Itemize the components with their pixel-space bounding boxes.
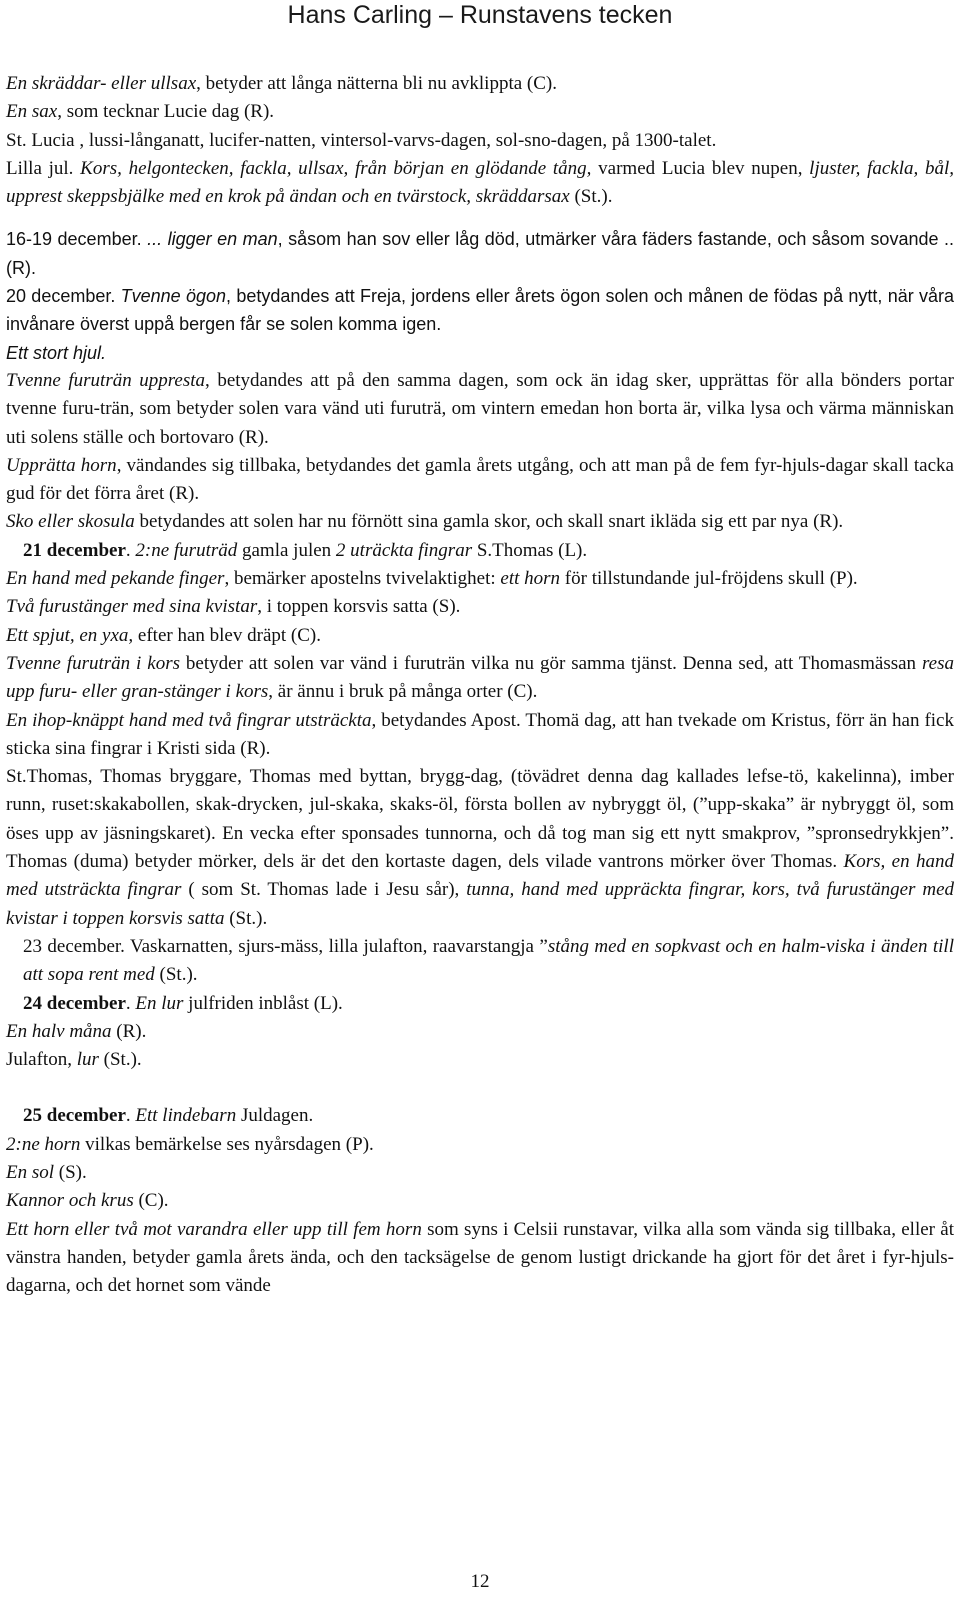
text-run: , såsom han sov eller låg död, utmärker våra fäders fastande, och såsom sovande .. (R). bbox=[6, 229, 954, 278]
text-run: , som tecknar Lucie dag (R). bbox=[57, 101, 275, 123]
text-run: , betyder att långa nätterna bli nu avklippta (C). bbox=[196, 73, 558, 94]
paragraph-st-thomas bbox=[6, 763, 954, 933]
italic-phrase: resa upp furu- eller gran-stänger i kors bbox=[6, 652, 954, 703]
paragraph-16-19-december bbox=[6, 225, 954, 282]
italic-phrase: Upprätta horn bbox=[6, 454, 117, 476]
italic-phrase: 2:ne furuträd bbox=[135, 539, 238, 561]
text-run: (R). bbox=[111, 1020, 147, 1042]
paragraph-stort-hjul bbox=[6, 339, 954, 367]
italic-phrase: Kors, helgontecken, fackla, ullsax, från början en glödande tång, bbox=[80, 157, 592, 179]
spacer bbox=[6, 211, 954, 225]
italic-phrase: En lur bbox=[135, 992, 184, 1014]
paragraph-kannor bbox=[6, 1187, 954, 1215]
text-run: (St.). bbox=[224, 907, 268, 929]
page-number: 12 bbox=[470, 1571, 490, 1592]
text-run: , vändandes sig tillbaka, betydandes det gamla årets utgång, och att man på de fem fyr-hjuls-dagar skall tacka gud för det förra året (R). bbox=[6, 454, 954, 505]
text-run: 16-19 december. bbox=[6, 229, 148, 250]
date-heading: 21 december bbox=[23, 539, 126, 561]
paragraph-25-december bbox=[6, 1102, 954, 1130]
text-run: varmed Lucia blev nupen, bbox=[591, 157, 810, 179]
text-run: julfriden inblåst (L). bbox=[183, 992, 343, 1014]
paragraph-sax bbox=[6, 98, 954, 126]
date-heading: 24 december bbox=[23, 992, 126, 1014]
text-run: . bbox=[125, 539, 136, 561]
paragraph-2ne-horn bbox=[6, 1131, 954, 1159]
paragraph-24-december bbox=[6, 990, 954, 1018]
text-run: . bbox=[125, 992, 136, 1014]
italic-phrase: En skräddar- eller ullsax bbox=[6, 73, 197, 94]
spacer bbox=[6, 1074, 954, 1102]
paragraph-upprata-horn bbox=[6, 452, 954, 509]
text-run: , i toppen korsvis satta (S). bbox=[257, 596, 461, 618]
text-run: , bemärker apostelns tvivelaktighet: bbox=[224, 568, 501, 590]
text-run: , är ännu i bruk på många orter (C). bbox=[268, 681, 538, 703]
italic-phrase: lur bbox=[76, 1049, 99, 1071]
paragraph-furutran-uppresta bbox=[6, 367, 954, 452]
text-run: (St.). bbox=[569, 186, 613, 208]
italic-phrase: Ett stort hjul. bbox=[6, 342, 107, 363]
paragraph-halv-mana bbox=[6, 1018, 954, 1046]
text-run: , betydandes att på den samma dagen, som ock än idag sker, upprättas för alla bönders portar tvenne furu-trän, som betyder solen vara vänd uti furuträ, om vintern emedan hon borta är, vilka lysa och värma människan uti solens ställe och bortovaro (R). bbox=[6, 369, 954, 448]
text-run: S.Thomas (L). bbox=[472, 539, 588, 561]
paragraph-sko bbox=[6, 508, 954, 536]
italic-phrase: 2 uträckta fingrar bbox=[335, 539, 473, 561]
text-run: efter han blev dräpt (C). bbox=[133, 624, 321, 646]
date-heading: 25 december bbox=[23, 1105, 126, 1127]
paragraph-lilla-jul bbox=[6, 155, 954, 212]
paragraph-pekande-finger bbox=[6, 565, 954, 593]
italic-phrase: Sko eller skosula bbox=[6, 511, 135, 533]
text-run: 20 december. bbox=[6, 286, 121, 307]
text-run: betydandes att solen har nu förnött sina gamla skor, och skall snart ikläda sig ett par nya (R). bbox=[134, 511, 844, 533]
italic-phrase: ljuster, fackla, bål, upprest skeppsbjälke med en krok på ändan och en tvärstock, skräddarsax bbox=[6, 157, 955, 208]
paragraph-skraddarsax bbox=[6, 70, 954, 98]
italic-phrase: Tvenne ögon bbox=[120, 286, 227, 307]
text-run: ( som St. Thomas lade i Jesu sår), bbox=[181, 879, 467, 901]
document-body bbox=[6, 70, 954, 1300]
italic-phrase: ett horn bbox=[500, 568, 561, 590]
paragraph-en-sol bbox=[6, 1159, 954, 1187]
text-run: (S). bbox=[54, 1161, 87, 1183]
italic-phrase: tunna, hand med uppräckta fingrar, kors, två furustänger med kvistar i toppen korsvis satta bbox=[6, 879, 955, 929]
paragraph-20-december bbox=[6, 282, 954, 339]
italic-phrase: Tvenne furuträn i kors bbox=[6, 652, 180, 674]
italic-phrase: ... ligger en man bbox=[147, 229, 278, 250]
text-run: (St.). bbox=[154, 964, 198, 986]
text-run: Julafton, bbox=[6, 1049, 77, 1071]
paragraph-furutran-i-kors bbox=[6, 650, 954, 707]
paragraph-furustanger bbox=[6, 593, 954, 621]
paragraph-julafton bbox=[6, 1046, 954, 1074]
text-run: Juldagen. bbox=[236, 1105, 314, 1127]
text-run: som syns i Celsii runstavar, vilka alla som vända sig tillbaka, eller åt vänstra handen, betyder gamla årets ända, och den tacksägelse de genom lustigt drickande ha gjort för det året i fyr-hjuls-dagarna, och det hornet som vände bbox=[6, 1218, 954, 1297]
italic-phrase: Kors, en hand med utsträckta fingrar bbox=[6, 851, 954, 901]
paragraph-spjut bbox=[6, 622, 954, 650]
italic-phrase: Tvenne furuträn uppresta bbox=[6, 369, 206, 391]
paragraph-23-december bbox=[6, 933, 954, 990]
italic-phrase: En halv måna bbox=[6, 1020, 112, 1042]
italic-phrase: En sax bbox=[6, 101, 58, 123]
italic-phrase: Ett spjut, en yxa, bbox=[6, 624, 134, 646]
paragraph-ett-horn bbox=[6, 1216, 954, 1301]
page-header: Hans Carling – Runstavens tecken bbox=[287, 1, 673, 29]
paragraph-21-december bbox=[6, 537, 954, 565]
text-run: , betydandes att Freja, jordens eller årets ögon solen och månen de födas på nytt, när våra invånare överst uppå bergen får se solen komma igen. bbox=[6, 286, 955, 335]
text-run: (C). bbox=[133, 1190, 169, 1212]
text-run: St.Thomas, Thomas bryggare, Thomas med byttan, brygg-dag, (tövädret denna dag kallades lefse-tö, kakelinna), imber runn, ruset:skakabollen, skak-drycken, jul-skaka, skaks-öl, första bollen av nybryggt öl, (”upp-skaka” är nybryggt öl, som öses upp av jäsningskaret). En vecka efter sponsades tunnorna, och då tog man sig ett nytt smakprov, ”spronsedrykkjen”. Thomas (duma) betyder mörker, dels är det den kortaste dagen, dels vilade vantrons mörker över Thomas. bbox=[6, 766, 954, 873]
text-run: 23 december. Vaskarnatten, sjurs-mäss, lilla julafton, raavarstangja ” bbox=[23, 935, 548, 957]
italic-phrase: Ett horn eller två mot varandra eller upp till fem horn bbox=[6, 1218, 422, 1240]
paragraph-ihopknappt-hand bbox=[6, 707, 954, 764]
paragraph-st-lucia: St. Lucia , lussi-långanatt, lucifer-natten, vintersol-varvs-dagen, sol-sno-dagen, på 1300-talet. bbox=[6, 129, 717, 151]
text-run: betyder att solen var vänd i furuträn vilka nu gör samma tjänst. Denna sed, att Thomasmässan bbox=[180, 652, 922, 674]
italic-phrase: Kannor och krus bbox=[6, 1190, 134, 1212]
italic-phrase: stång med en sopkvast och en halm-viska i änden till att sopa rent med bbox=[23, 935, 954, 986]
italic-phrase: En ihop-knäppt hand med två fingrar utsträckta bbox=[6, 709, 372, 731]
italic-phrase: Två furustänger med sina kvistar bbox=[6, 596, 258, 618]
text-run: Lilla jul. bbox=[6, 157, 81, 179]
text-run: gamla julen bbox=[237, 539, 336, 561]
text-run: , betydandes Apost. Thomä dag, att han tvekade om Kristus, förr än han fick sticka sina fingrar i Kristi sida (R). bbox=[6, 709, 954, 759]
italic-phrase: En sol bbox=[6, 1161, 55, 1183]
text-run: . bbox=[125, 1105, 136, 1127]
italic-phrase: Ett lindebarn bbox=[135, 1105, 237, 1127]
italic-phrase: En hand med pekande finger bbox=[6, 568, 225, 590]
italic-phrase: 2:ne horn bbox=[6, 1133, 81, 1155]
text-run: (St.). bbox=[98, 1049, 142, 1071]
text-run: vilkas bemärkelse ses nyårsdagen (P). bbox=[80, 1133, 374, 1155]
text-run: för tillstundande jul-fröjdens skull (P). bbox=[560, 568, 858, 590]
